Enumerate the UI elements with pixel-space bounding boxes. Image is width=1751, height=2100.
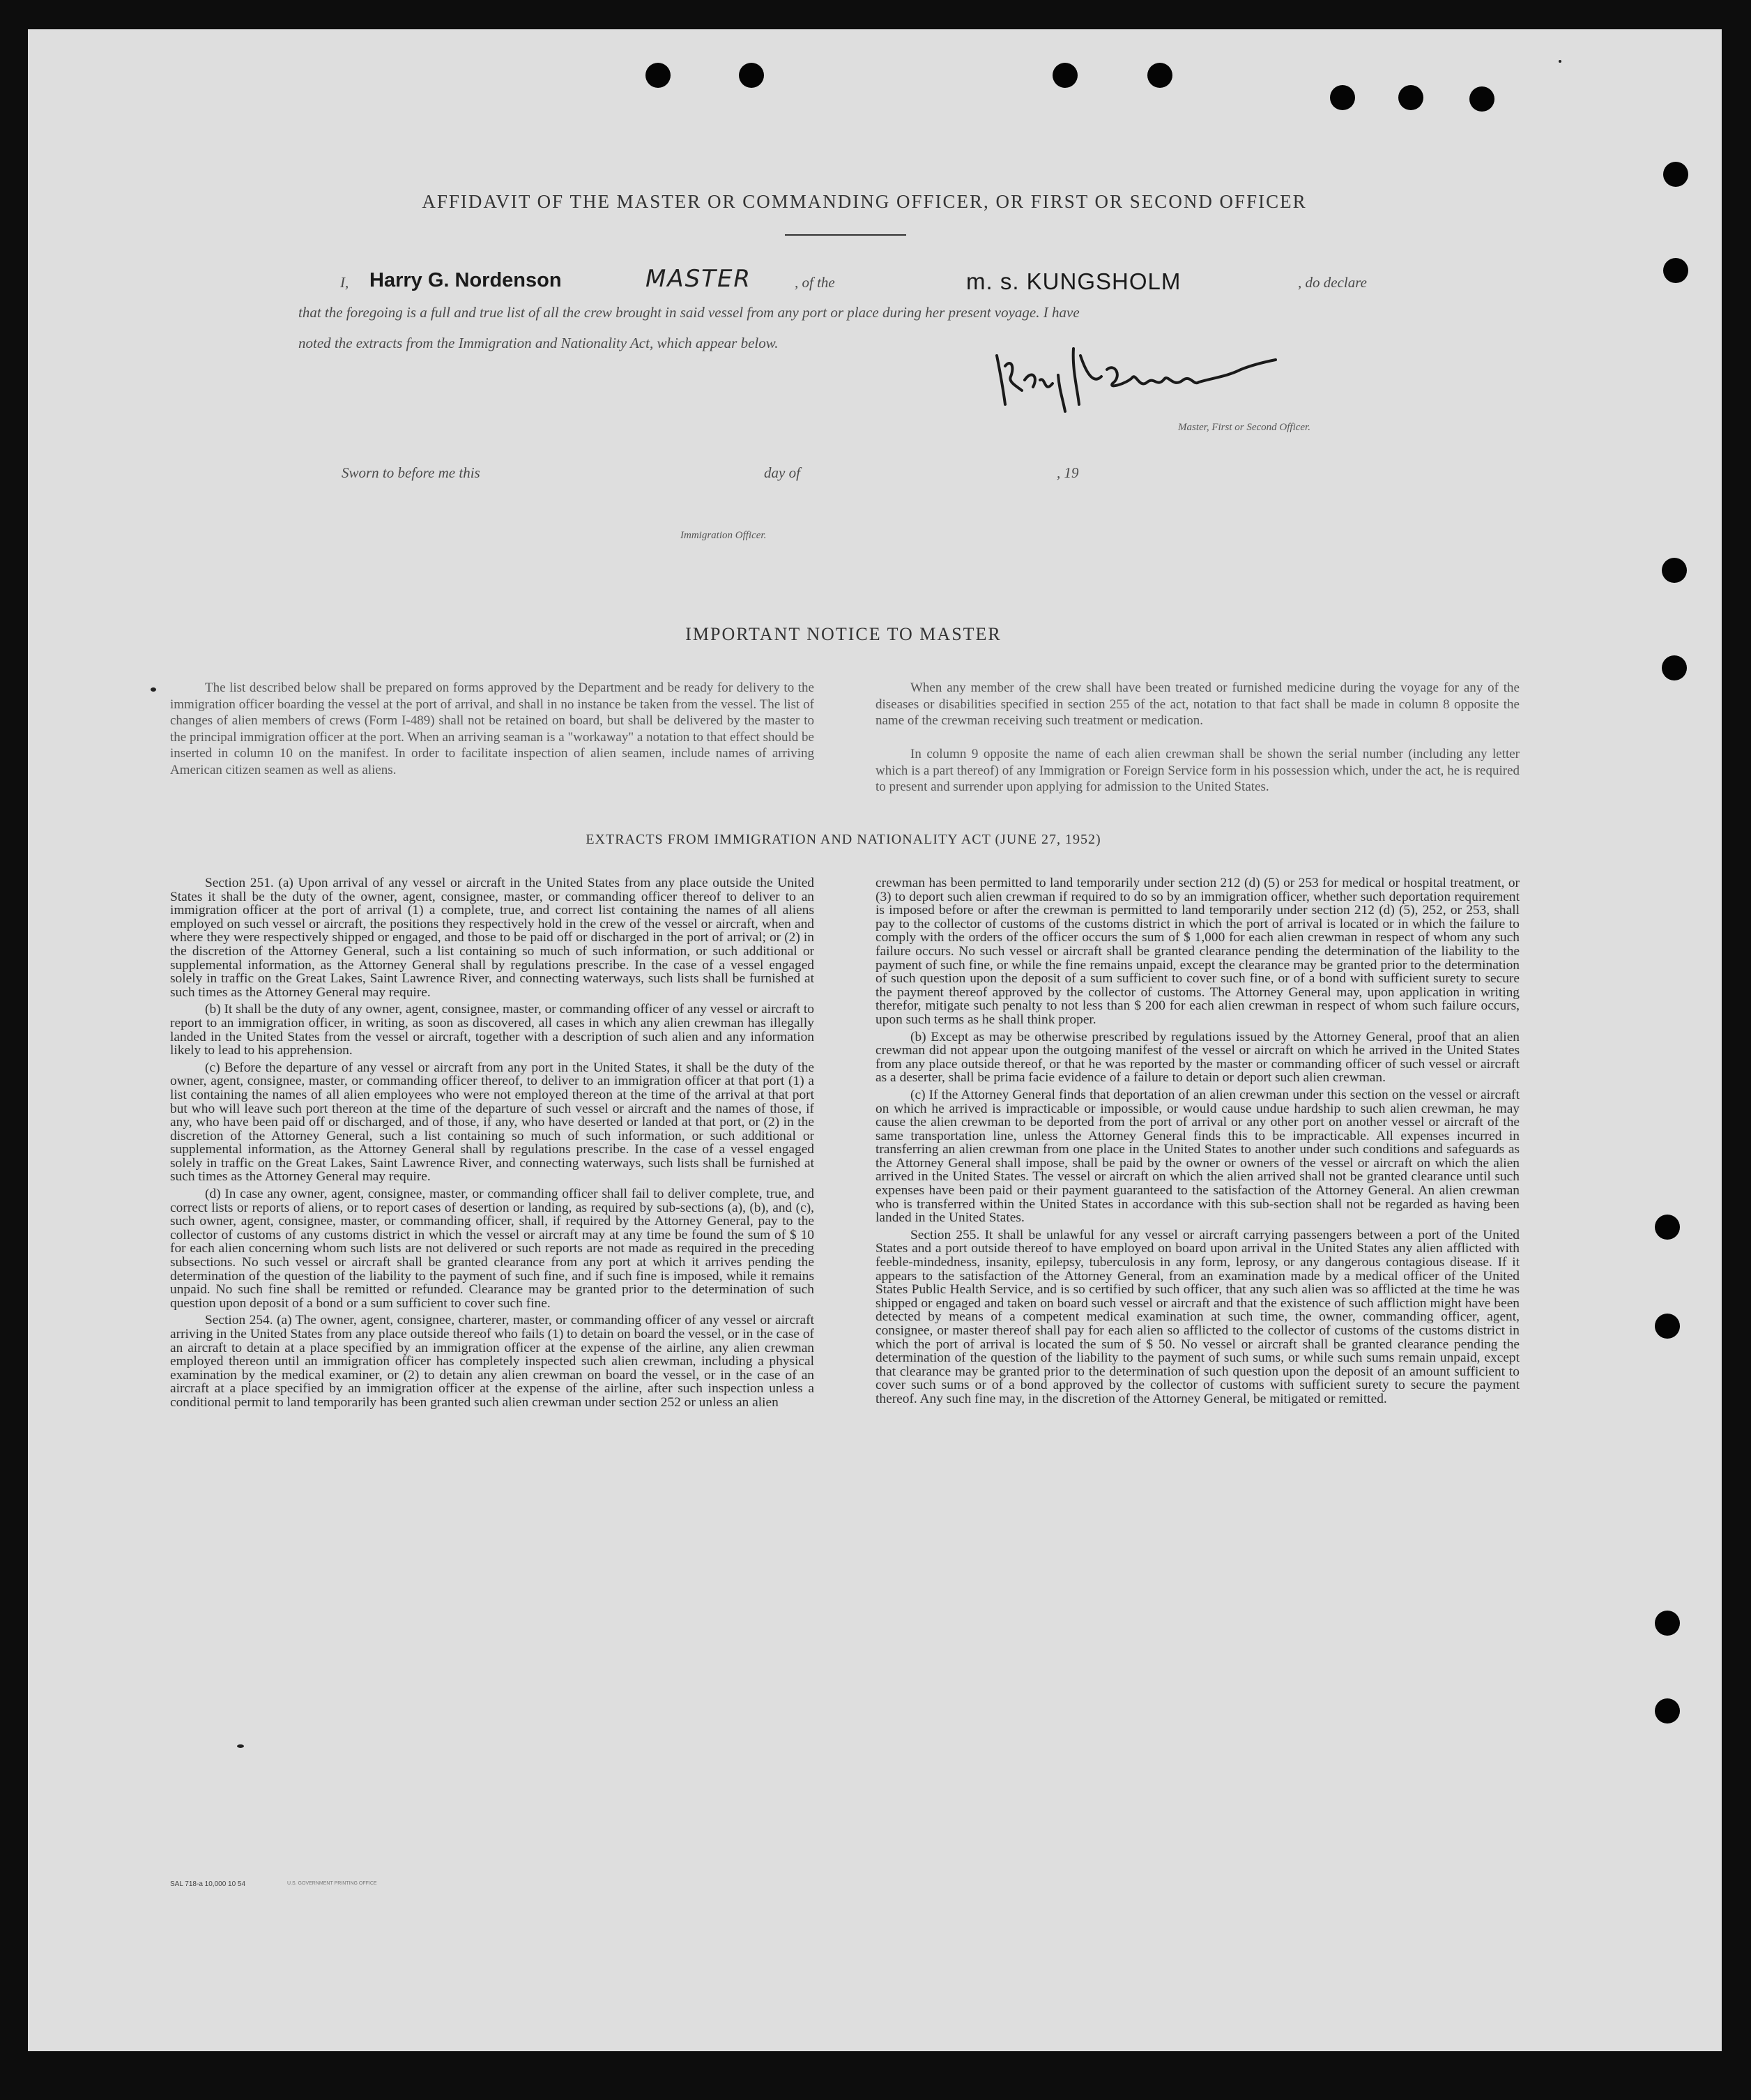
section-254a-continued: crewman has been permitted to land temporarily under section 212 (d) (5) or 253 for medical or hospital treatment, or (3) to deport such alien crewman if required to do so by an immigration officer, whether such deportation requirement is imposed before or after the crewman is permitted to land temporarily under section 212 (d) (5), 252, or 253, shall pay to the collector of customs of the customs district in which the port of arrival is located or in which the failure to comply with the orders of the officer occurs the sum of $ 1,000 for each alien crewman in respect of whom any such failure occurs. No such vessel or aircraft shall be granted clearance pending the determination of the liability to the payment of such fine, or while the fine remains unpaid, except the clearance may be granted prior to the determination of such question upon the deposit of a sum sufficient to cover such fine, or of a bond with sufficient surety to secure the payment thereof approved by the collector of customs. The Attorney General may, upon application in writing therefor, mitigate such penalty to not less than $ 200 for each alien crewman in respect of whom such failure occurs, upon such terms as he shall think proper.	[876, 876, 1520, 1027]
punch-hole	[1330, 85, 1355, 110]
punch-hole	[1662, 558, 1687, 583]
section-251a: Section 251. (a) Upon arrival of any vessel or aircraft in the United States from any place outside the United States it shall be the duty of the owner, agent, consignee, master, or commanding officer thereof to deliver to an immigration officer at the port of arrival (1) a complete, true, and correct list containing the names of all aliens employed on such vessel or aircraft, the positions they respectively hold in the crew of the vessel or aircraft, when and where they were respectively shipped or engaged, and those to be paid off or discharged in the port of arrival; or (2) in the discretion of the Attorney General, such a list containing so much of such information, or such additional or supplemental information, as the Attorney General shall by regulations prescribe. In the case of a vessel engaged solely in traffic on the Great Lakes, Saint Lawrence River, and connecting waterways, such lists shall be furnished at such times as the Attorney General may require.	[170, 876, 814, 1000]
section-255: Section 255. It shall be unlawful for any vessel or aircraft carrying passengers between a port of the United States and a port outside thereof to have employed on board upon arrival in the United States any alien afflicted with feeble-mindedness, insanity, epilepsy, tuberculosis in any form, leprosy, or any dangerous contagious disease. If it appears to the satisfaction of the Attorney General, from an examination made by a medical officer of the United States Public Health Service, and is so certified by such officer, that any such alien was so afflicted at the time he was shipped or engaged and taken on board such vessel or aircraft and that the existence of such affliction might have been detected by means of a competent medical examination at such time, the owner, commanding officer, agent, consignee, or master thereof shall pay for each alien so afflicted to the collector of customs of the customs district in which the port of arrival is located the sum of $ 50. No vessel or aircraft shall be granted clearance pending the determination of the question of the liability to the payment of such sums, or while such sums remain unpaid, except that clearance may be granted prior to the determination of such question upon the deposit of an amount sufficient to cover such sums or of a bond approved by the collector of customs with sufficient surety to secure the payment thereof. Any such fine may, in the discretion of the Attorney General, be mitigated or remitted.	[876, 1227, 1520, 1406]
punch-hole	[1655, 1611, 1680, 1636]
punch-hole	[1053, 63, 1078, 88]
punch-hole	[1663, 258, 1688, 283]
punch-hole	[1655, 1698, 1680, 1724]
punch-hole	[739, 63, 764, 88]
day-of-label: day of	[764, 464, 800, 481]
punch-hole	[1469, 86, 1494, 112]
notice-left: The list described below shall be prepared on forms approved by the Department and be ready for delivery to the immigration officer boarding the vessel at the port of arrival, and shall in no instance be taken from the vessel. The list of changes of alien members of crews (Form I-489) shall not be retained on board, but shall be delivered by the master to the principal immigration officer at the port. When an arriving seaman is a "workaway" a notation to that effect should be inserted in column 10 on the manifest. In order to facilitate inspection of alien seamen, include names of arriving American citizen seamen as well as aliens.	[170, 680, 814, 777]
section-254a: Section 254. (a) The owner, agent, consignee, charterer, master, or commanding officer of any vessel or aircraft arriving in the United States from any place outside thereof who fails (1) to detain on board the vessel, or in the case of an aircraft to detain at a place specified by an immigration officer at the expense of the airline, any alien crewman employed thereon until an immigration officer has completely inspected such alien crewman, including a physical examination by the medical examiner, or (2) to detain any alien crewman on board the vessel, or in the case of an aircraft at a place specified by an immigration officer at the expense of the airline, after such inspection unless a conditional permit to land temporarily has been granted such alien crewman under section 252 or unless an alien	[170, 1313, 815, 1410]
sworn-label: Sworn to before me this	[342, 464, 480, 481]
signature-caption: Master, First or Second Officer.	[1178, 422, 1310, 433]
declarant-name: Harry G. Nordenson	[369, 269, 562, 291]
punch-hole	[1655, 1215, 1680, 1240]
notice-right-1: When any member of the crew shall have been treated or furnished medicine during the voyage for any of the diseases or disabilities specified in section 255 of the act, notation to that fact shall be made in column 8 opposite the name of the crewman receiving such treatment or medication.	[876, 680, 1520, 728]
declaration-line-3: noted the extracts from the Immigration and Nationality Act, which appear below.	[298, 335, 779, 351]
extracts-title: EXTRACTS FROM IMMIGRATION AND NATIONALITY ACT (JUNE 27, 1952)	[586, 832, 1101, 847]
speck	[237, 1744, 244, 1748]
punch-hole	[1663, 162, 1688, 187]
form-code: SAL 718-a 10,000 10 54	[170, 1880, 246, 1888]
printer-note: U.S. GOVERNMENT PRINTING OFFICE	[287, 1881, 377, 1886]
punch-hole	[1147, 63, 1172, 88]
extracts-left-column	[170, 876, 814, 1413]
extracts-right-column	[876, 876, 1520, 1410]
officer-caption: Immigration Officer.	[680, 530, 767, 541]
notice-title: IMPORTANT NOTICE TO MASTER	[685, 624, 1002, 644]
section-254c: (c) If the Attorney General finds that deportation of an alien crewman under this section on the vessel or aircraft on which he arrived is impracticable or impossible, or would cause undue hardship to such alien crewman, he may cause the alien crewman to be deported from the port of arrival or any other port on another vessel or aircraft of the same transportation line, unless the Attorney General finds this to be impracticable. All expenses incurred in transferring an alien crewman from one place in the United States to another under such conditions and safeguards as the Attorney General shall impose, shall be paid by the owner or owners of the vessel or aircraft on which the alien arrived in the United States. The vessel or aircraft on which the alien arrived shall not be granted clearance until such expenses have been paid or their payment guaranteed to the satisfaction of the Attorney General. An alien crewman who is transferred within the United States in accordance with this sub-section shall not be regarded as having been landed in the United States.	[876, 1087, 1520, 1226]
notice-right-2: In column 9 opposite the name of each alien crewman shall be shown the serial number (including any letter which is a part thereof) of any Immigration or Foreign Service form in his possession which, under the act, he is required to present and surrender upon applying for admission to the United States.	[876, 747, 1520, 794]
section-251c: (c) Before the departure of any vessel or aircraft from any port in the United States, it shall be the duty of the owner, agent, consignee, master, or commanding officer thereof, to deliver to an immigration officer at that port (1) a list containing the names of all alien employees who were not employed thereon at the time of the arrival at that port but who will leave such port thereon at the time of the departure of such vessel or aircraft and the names of those, if any, who have been paid off or discharged, and of those, if any, who have deserted or landed at that port, or (2) in the discretion of the Attorney General, such a list containing so much of such information, or such additional or supplemental information, as the Attorney General shall by regulations prescribe. In the case of a vessel engaged solely in traffic on the Great Lakes, Saint Lawrence River, and connecting waterways, such lists shall be furnished at such times as the Attorney General may require.	[170, 1060, 814, 1185]
affidavit-title: AFFIDAVIT OF THE MASTER OR COMMANDING OFFICER, OR FIRST OR SECOND OFFICER	[422, 191, 1307, 212]
punch-hole	[1662, 655, 1687, 680]
do-declare-label: , do declare	[1298, 274, 1367, 291]
punch-hole	[1655, 1314, 1680, 1339]
section-254b: (b) Except as may be otherwise prescribed by regulations issued by the Attorney General, proof that an alien crewman did not appear upon the outgoing manifest of the vessel or aircraft on which he arrived in the United States from any place outside thereof, or that he was reported by the master or commanding officer of such vessel or aircraft as a deserter, shall be prima facie evidence of a failure to detain or deport such alien crewman.	[876, 1029, 1520, 1086]
punch-hole	[645, 63, 671, 88]
section-251d: (d) In case any owner, agent, consignee, master, or commanding officer shall fail to deliver complete, true, and correct lists or reports of aliens, or to report cases of desertion or landing, as required by sub-sections (a), (b), and (c), such owner, agent, consignee, master, or commanding officer, shall, if required by the Attorney General, pay to the collector of customs of any customs district in which the vessel or aircraft may at any time be found the sum of $ 10 for each alien concerning whom such lists are not delivered or such reports are not made as required in the preceding subsections. No such vessel or aircraft shall be granted clearance from any port at which it arrives pending the determination of the question of the liability to the payment of such fine, and if such fine is imposed, while it remains unpaid. No such fine shall be remitted or refunded. Clearance may be granted prior to the determination of such question upon deposit of a bond or a sum sufficient to cover such fine.	[170, 1187, 814, 1311]
declaration-line-2: that the foregoing is a full and true list of all the crew brought in said vessel from any port or place during her present voyage. I have	[298, 304, 1080, 321]
speck	[1559, 60, 1561, 63]
rank-handwritten: MASTER	[645, 265, 752, 293]
title-rule	[785, 234, 906, 236]
punch-hole	[1398, 85, 1423, 110]
speck	[151, 687, 156, 692]
section-251b: (b) It shall be the duty of any owner, agent, consignee, master, or commanding officer of any vessel or aircraft to report to an immigration officer, in writing, as soon as discovered, all cases in which any alien crewman has illegally landed in the United States from the vessel or aircraft, together with a description of such alien and any information likely to lead to his apprehension.	[170, 1002, 814, 1058]
master-signature	[990, 328, 1290, 418]
of-the-label: , of the	[795, 274, 835, 291]
i-label: I,	[340, 274, 349, 291]
year-label: , 19	[1057, 464, 1079, 481]
vessel-name: m. s. KUNGSHOLM	[966, 268, 1182, 294]
